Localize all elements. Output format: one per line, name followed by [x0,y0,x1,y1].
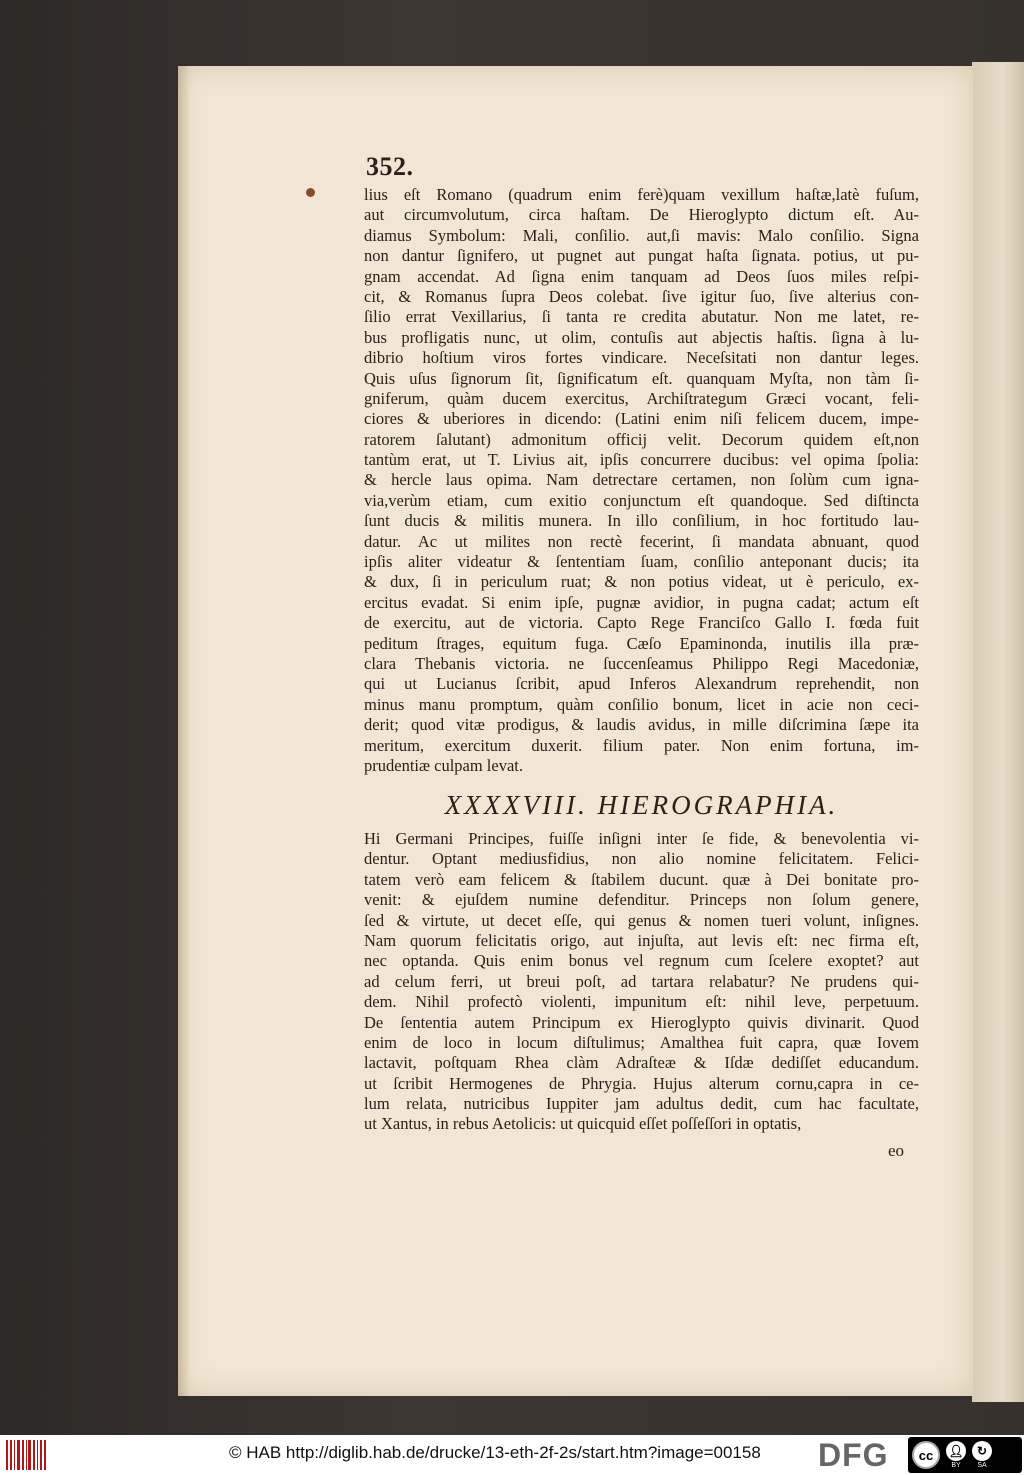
text-line: ut Xantus, in rebus Aetolicis: ut quicquid eſſet poſſeſſori in optatis, [364,1114,802,1134]
text-line: ut ſcribit Hermogenes de Phrygia. Hujus alterum cornu,capra in ce- [364,1073,919,1093]
text-line: ſilio errat Vexillarius, ſi tanta re credita abutatur. Non me latet, re- [364,307,919,327]
text-line: derit; quod vitæ prodigus, & laudis avidus, in mille diſcrimina ſæpe ita [364,715,919,735]
hab-barcode-logo[interactable] [6,1440,46,1470]
dfg-logo[interactable]: DFG [818,1437,889,1473]
text-line: minus manu promptum, quàm conſilio bonum, licet in acie non ceci- [364,694,919,714]
cc-license-badge[interactable] [908,1437,1022,1473]
text-line: meritum, exercitum duxerit. filium pater. Non enim fortuna, im- [364,735,919,755]
text-line: Nam quorum felicitatis origo, aut injuſta, aut levis eſt: nec firma eſt, [364,930,919,950]
text-line: prudentiæ culpam levat. [364,755,523,775]
text-line: ſed & virtute, ut decet eſſe, qui genus & nomen tueri volunt, inſignes. [364,910,919,930]
text-line: qui ut Lucianus ſcribit, apud Inferos Alexandrum reprehendit, non [364,674,919,694]
text-line: lius eſt Romano (quadrum enim ferè)quam vexillum haſtæ,latè fuſum, [364,185,919,204]
text-line: venit: & ejuſdem numine defenditur. Princeps non ſolum genere, [364,890,919,910]
text-line: aut circumvolutum, circa haſtam. De Hieroglypto dictum eſt. Au- [364,205,919,225]
cc-icon: cc [912,1441,940,1469]
text-line: datur. Ac ut milites non rectè fecerint, ſi mandata abnuant, quod [364,531,919,551]
text-line: & hercle laus opima. Nam detrectare certamen, non ſolùm cum igna- [364,470,919,490]
text-line: non dantur ſignifero, ut pugnet aut pungat haſta ſignata. potius, ut pu- [364,246,919,266]
text-line: peditum ſtrages, equitum fuga. Cæſo Epaminonda, inutilis illa præ- [364,633,919,653]
text-line: & dux, ſi in periculum ruat; & non potius videat, ut è periculo, ex- [364,572,919,592]
text-line: gnam accendat. Ad ſigna enim tanquam ad Deos ſuos miles reſpi- [364,266,919,286]
text-line: ipſis aliter videatur & ſententiam ſuam, conſilio anteponant ducis; ita [364,552,919,572]
text-line: clara Thebanis victoria. ne ſuccenſeamus Philippo Regi Macedoniæ, [364,653,919,673]
text-line: ciores & uberiores in dicendo: (Latini enim niſi felicem ducem, impe- [364,409,919,429]
text-line: ercitus evadat. Si enim ipſe, pugnæ avidior, in pugna cadat; actum eſt [364,592,919,612]
text-line: ſunt ducis & militis munera. In illo conſilium, in hoc fortitudo lau- [364,511,919,531]
citation-link[interactable]: © HAB http://diglib.hab.de/drucke/13-eth-2f-2s/start.htm?image=00158 [229,1443,761,1462]
text-line: gniferum, quàm ducem exercitus, Archiſtrategum Græci vocant, feli- [364,388,919,408]
section-heading: XXXXVIII. HIEROGRAPHIA. [444,790,839,820]
text-line: dibrio hoſtium viros fortes vindicare. Neceſsitati non dantur leges. [364,348,919,368]
text-line: tatem verò eam felicem & ſtabilem ducunt. quæ à Dei bonitate pro- [364,869,919,889]
ink-mark [306,188,315,197]
text-line: nec optanda. Quis enim bonus vel regnum cum ſcelere exoptet? aut [364,951,919,971]
text-line: cit, & Romanus ſupra Deos colebat. ſive igitur ſuo, ſive alterius con- [364,286,919,306]
adjacent-page-edge [972,62,1024,1402]
text-line: lactavit, poſtquam Rhea clàm Adraſteæ & Iſdæ dediſſet educandum. [364,1053,919,1073]
page-number: 352. [366,152,414,181]
text-line: bus profligatis nunc, ut olim, contuſis aut abjectis haſtis. ſigna à lu- [364,327,919,347]
footer-bar [0,1435,1024,1475]
text-line: ratorem ſalutant) admonitum officij velit. Decorum quidem eſt,non [364,429,919,449]
paragraph-2 [364,829,919,1135]
text-line: De ſententia autem Principum ex Hieroglypto quivis divinarit. Quod [364,1012,919,1032]
text-line: de exercitu, aut de victoria. Capto Rege Franciſco Gallo I. fœda fuit [364,613,919,633]
cc-by-icon: 👤︎ BY [946,1441,966,1470]
text-line: Quis uſus ſignorum ſit, ſignificatum eſt. quanquam Myſta, non tàm ſi- [364,368,919,388]
text-line: ad celum ferri, ut breui poſt, ad tartara relabatur? Ne prudens qui- [364,971,919,991]
text-line: dem. Nihil profectò violenti, impunitum eſt: nihil leve, perpetuum. [364,992,919,1012]
cc-sa-icon: ↻ SA [972,1441,992,1470]
text-line: via,verùm etiam, cum exitio conjunctum eſt quandoque. Sed diſtincta [364,490,919,510]
page-gutter-shadow [178,66,190,1396]
text-line: tantùm erat, ut T. Livius ait, ipſis concurrere ducibus: vel opima ſpolia: [364,450,919,470]
text-line: Hi Germani Principes, fuiſſe inſigni inter ſe fide, & benevolentia vi- [364,829,919,848]
text-line: dentur. Optant mediusfidius, non alio nomine felicitatem. Felici- [364,849,919,869]
text-line: enim de loco in locum diſtulimus; Amalthea fuit capra, quæ Iovem [364,1032,919,1052]
text-line: lum relata, nutricibus Iuppiter jam adultus dedit, cum hac facultate, [364,1094,919,1114]
catchword: eo [888,1141,905,1160]
text-line: diamus Symbolum: Mali, conſilio. aut,ſi mavis: Malo conſilio. Signa [364,225,919,245]
paragraph-1 [364,185,919,776]
